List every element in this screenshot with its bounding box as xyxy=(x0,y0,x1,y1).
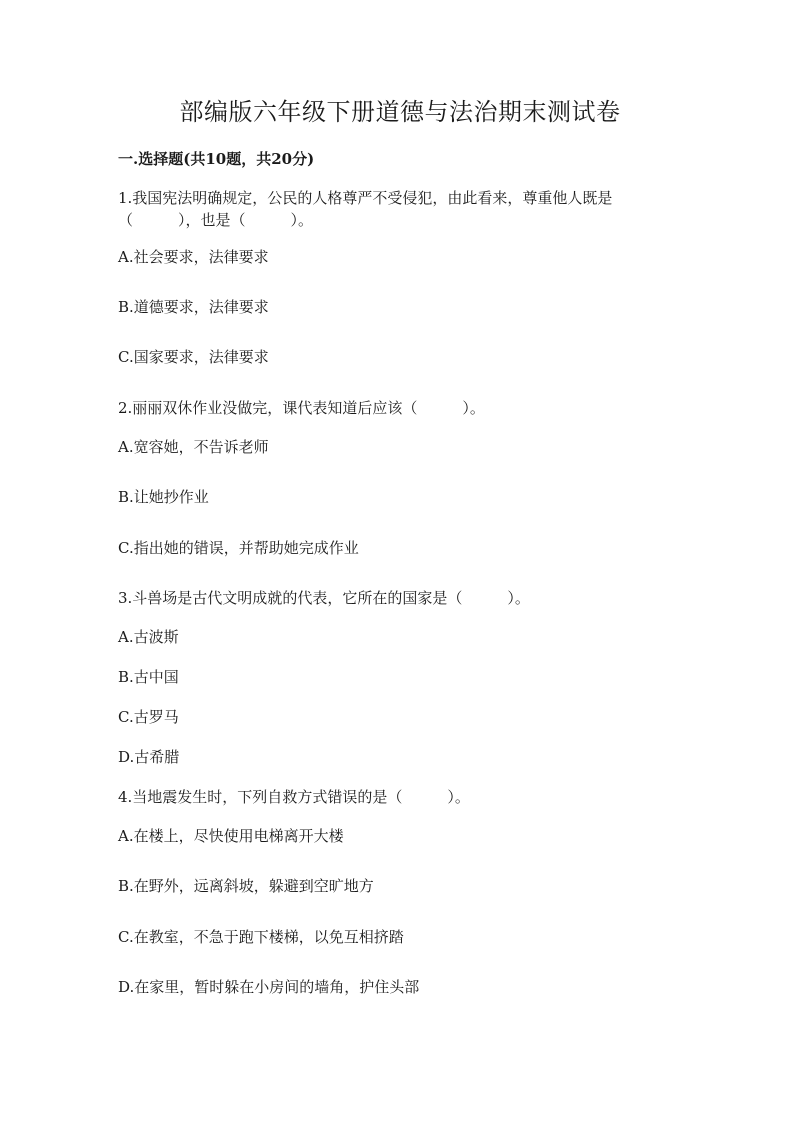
question-3-option-b: B.古中国 xyxy=(118,668,179,686)
question-1-option-a: A.社会要求，法律要求 xyxy=(118,248,269,266)
question-2-option-a: A.宽容她，不告诉老师 xyxy=(118,438,269,456)
question-1-stem-line1: 1.我国宪法明确规定，公民的人格尊严不受侵犯，由此看来，尊重他人既是 xyxy=(118,189,613,207)
section-heading: 一.选择题(共10题，共20分) xyxy=(118,150,315,168)
question-1-option-c: C.国家要求，法律要求 xyxy=(118,348,269,366)
question-2-option-b: B.让她抄作业 xyxy=(118,488,209,506)
question-4-option-c: C.在教室，不急于跑下楼梯，以免互相挤踏 xyxy=(118,928,404,946)
question-1-option-b: B.道德要求，法律要求 xyxy=(118,298,269,316)
question-4-stem: 4.当地震发生时，下列自救方式错误的是（ ）。 xyxy=(118,788,470,806)
question-3-option-d: D.古希腊 xyxy=(118,748,180,766)
question-3-stem: 3.斗兽场是古代文明成就的代表，它所在的国家是（ ）。 xyxy=(118,589,530,607)
question-1-stem-line2: （ ），也是（ ）。 xyxy=(118,211,314,229)
question-3-option-a: A.古波斯 xyxy=(118,628,179,646)
question-2-stem: 2.丽丽双休作业没做完，课代表知道后应该（ ）。 xyxy=(118,399,485,417)
question-4-option-d: D.在家里，暂时躲在小房间的墙角，护住头部 xyxy=(118,978,420,996)
question-4-option-a: A.在楼上，尽快使用电梯离开大楼 xyxy=(118,827,344,845)
question-2-option-c: C.指出她的错误，并帮助她完成作业 xyxy=(118,539,359,557)
question-4-option-b: B.在野外，远离斜坡，躲避到空旷地方 xyxy=(118,877,374,895)
exam-title: 部编版六年级下册道德与法治期末测试卷 xyxy=(179,98,621,126)
question-3-option-c: C.古罗马 xyxy=(118,708,179,726)
